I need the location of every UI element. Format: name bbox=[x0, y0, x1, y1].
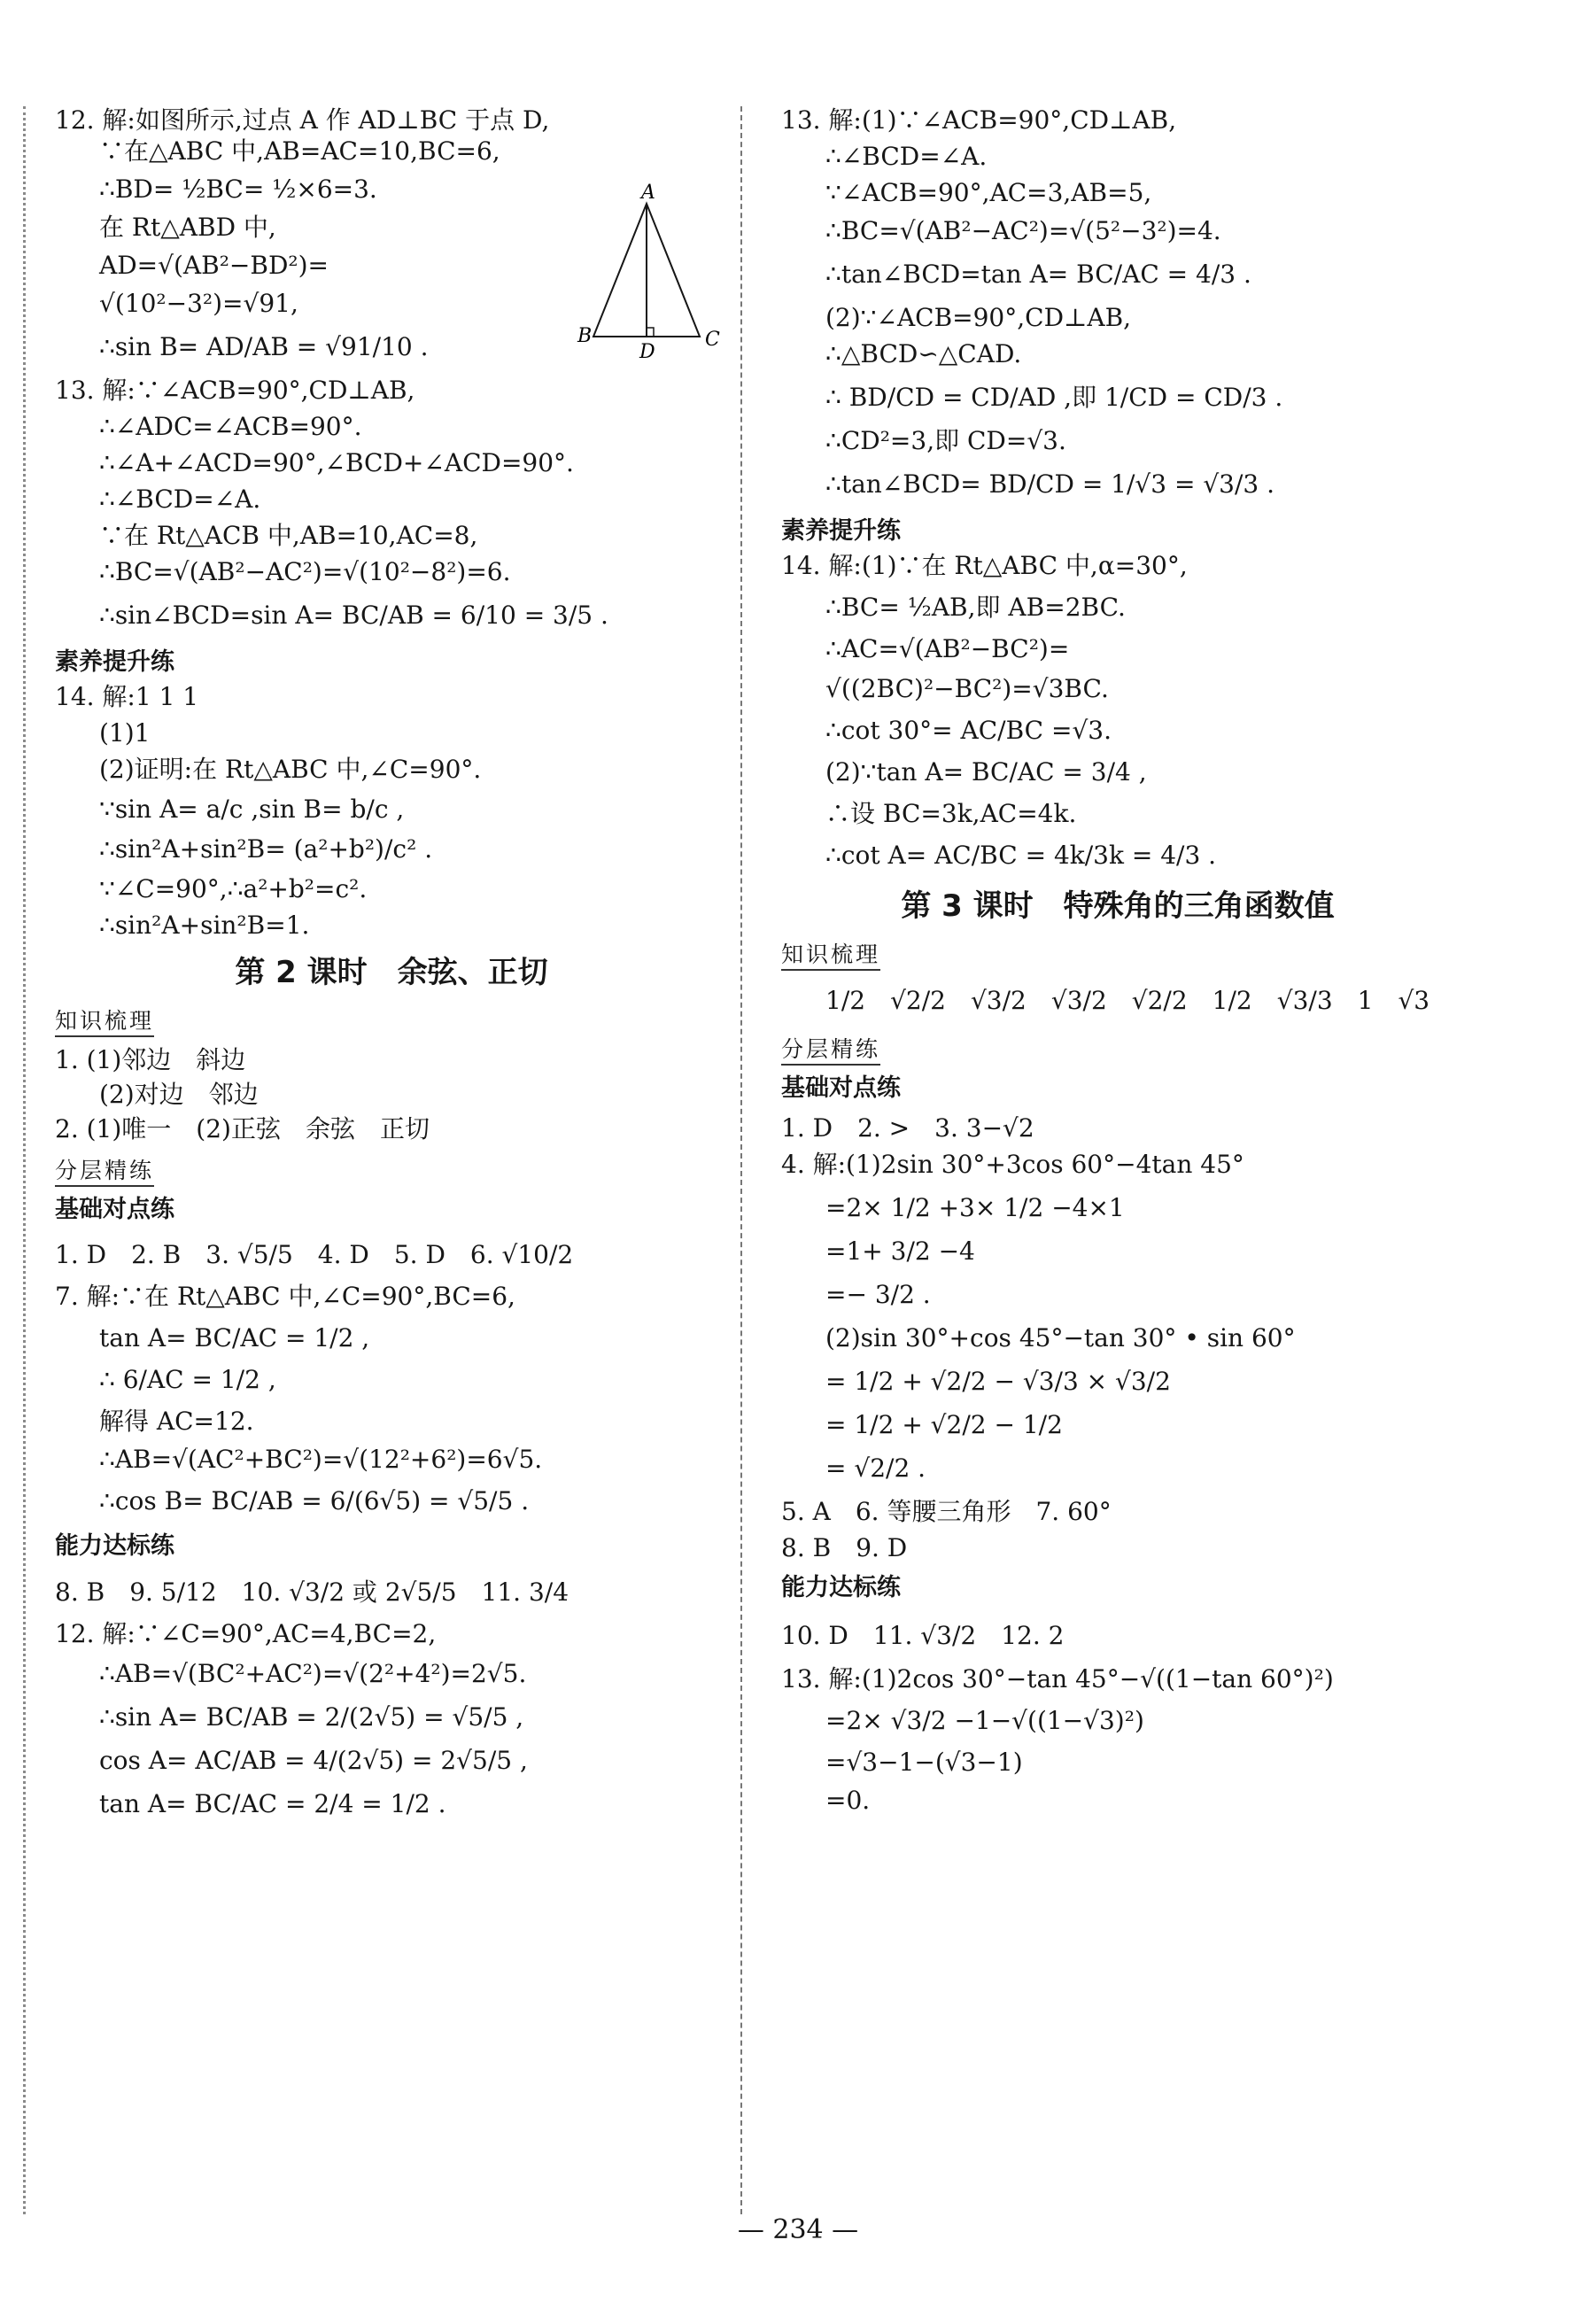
r-jichu-answers: 1. D 2. > 3. 3−√2 bbox=[781, 1113, 1034, 1143]
q7-line: ∴ 6/AC = 1/2 , bbox=[99, 1365, 276, 1395]
q13-line: ∴∠A+∠ACD=90°,∠BCD+∠ACD=90°. bbox=[99, 448, 574, 477]
r-q4-line: (2)sin 30°+cos 45°−tan 30° • sin 60° bbox=[825, 1323, 1296, 1353]
q12-line: ∴sin B= AD/AB = √91/10 . bbox=[99, 332, 429, 361]
q12b-head: 12. 解:∵∠C=90°,AC=4,BC=2, bbox=[55, 1618, 437, 1648]
r-tag-fenceng: 分层精练 bbox=[781, 1032, 880, 1066]
r-q14-line: ∴cot 30°= AC/BC =√3. bbox=[825, 716, 1112, 746]
q7-line: tan A= BC/AC = 1/2 , bbox=[99, 1323, 370, 1353]
q13-head: 13. 解:∵∠ACB=90°,CD⊥AB, bbox=[55, 376, 415, 405]
section-jichu: 基础对点练 bbox=[55, 1196, 174, 1224]
r-q4-line: =2× 1/2 +3× 1/2 −4×1 bbox=[825, 1193, 1125, 1223]
label-a: A bbox=[641, 182, 655, 204]
column-separator bbox=[740, 106, 742, 2214]
zhishi-line: 1. (1)邻边 斜边 bbox=[55, 1045, 246, 1075]
q12-line: ∵在△ABC 中,AB=AC=10,BC=6, bbox=[99, 136, 500, 166]
r-q13-line: (2)∵∠ACB=90°,CD⊥AB, bbox=[825, 303, 1132, 332]
q7-line: ∴AB=√(AC²+BC²)=√(12²+6²)=6√5. bbox=[99, 1445, 543, 1475]
r-q14-head: 14. 解:(1)∵在 Rt△ABC 中,α=30°, bbox=[781, 551, 1188, 581]
r-section-nengli: 能力达标练 bbox=[781, 1574, 901, 1602]
r-q13-line: ∴tan∠BCD= BD/CD = 1/√3 = √3/3 . bbox=[825, 469, 1275, 499]
section-suyang: 素养提升练 bbox=[55, 648, 174, 676]
q14-line: ∴sin²A+sin²B= (a²+b²)/c² . bbox=[99, 834, 433, 864]
r-q4-line: = 1/2 + √2/2 − 1/2 bbox=[825, 1410, 1063, 1440]
q13-line: ∴∠BCD=∠A. bbox=[99, 484, 261, 514]
page-number: — 234 — bbox=[737, 2214, 859, 2245]
q12-line: √(10²−3²)=√91, bbox=[99, 289, 298, 318]
q14-head: 14. 解:1 1 1 bbox=[55, 682, 199, 712]
q12-line: AD=√(AB²−BD²)= bbox=[99, 251, 329, 280]
lesson-2-title: 第 2 课时 余弦、正切 bbox=[235, 955, 548, 991]
q13-line: ∴sin∠BCD=sin A= BC/AB = 6/10 = 3/5 . bbox=[99, 601, 608, 630]
q12b-line: tan A= BC/AC = 2/4 = 1/2 . bbox=[99, 1788, 446, 1818]
q7-line: 解得 AC=12. bbox=[99, 1407, 254, 1437]
left-column bbox=[55, 105, 728, 1832]
section-nengli: 能力达标练 bbox=[55, 1532, 174, 1561]
r-q13-line: ∴ BD/CD = CD/AD ,即 1/CD = CD/3 . bbox=[825, 383, 1283, 412]
r-q13b-line: =√3−1−(√3−1) bbox=[825, 1747, 1023, 1777]
r-q4-line: =1+ 3/2 −4 bbox=[825, 1236, 975, 1267]
q12-line: 在 Rt△ABD 中, bbox=[99, 213, 276, 242]
r-q4-line: =− 3/2 . bbox=[825, 1280, 931, 1310]
r-q13-line: ∴△BCD∽△CAD. bbox=[825, 339, 1022, 368]
r-section-jichu: 基础对点练 bbox=[781, 1074, 901, 1103]
r-q13-line: ∵∠ACB=90°,AC=3,AB=5, bbox=[825, 178, 1152, 207]
r-zhishi-values: 1/2 √2/2 √3/2 √3/2 √2/2 1/2 √3/3 1 √3 bbox=[825, 986, 1430, 1016]
r-q4-line: = 1/2 + √2/2 − √3/3 × √3/2 bbox=[825, 1367, 1171, 1397]
q14-line: ∴sin²A+sin²B=1. bbox=[99, 911, 310, 941]
zhishi-line: (2)对边 邻边 bbox=[99, 1080, 259, 1110]
q12b-line: ∴AB=√(BC²+AC²)=√(2²+4²)=2√5. bbox=[99, 1658, 527, 1688]
r-q14-line: ∴AC=√(AB²−BC²)= bbox=[825, 634, 1070, 664]
jichu-answers: 1. D 2. B 3. √5/5 4. D 5. D 6. √10/2 bbox=[55, 1240, 574, 1270]
r-jichu-answers-3: 8. B 9. D bbox=[781, 1533, 908, 1563]
q14-line: ∵sin A= a/c ,sin B= b/c , bbox=[99, 794, 405, 825]
margin-dotted-line bbox=[23, 106, 26, 2214]
r-q4-head: 4. 解:(1)2sin 30°+3cos 60°−4tan 45° bbox=[781, 1150, 1244, 1180]
isosceles-triangle-figure bbox=[576, 182, 720, 363]
label-c: C bbox=[705, 329, 720, 351]
r-q14-line: ∴cot A= AC/BC = 4k/3k = 4/3 . bbox=[825, 841, 1217, 871]
label-d: D bbox=[639, 341, 655, 363]
q14-line: ∵∠C=90°,∴a²+b²=c². bbox=[99, 874, 368, 904]
r-q14-line: √((2BC)²−BC²)=√3BC. bbox=[825, 674, 1109, 704]
right-angle-mark bbox=[647, 328, 654, 337]
q14-line: (2)证明:在 Rt△ABC 中,∠C=90°. bbox=[99, 755, 482, 785]
r-tag-zhishi: 知识梳理 bbox=[781, 937, 880, 971]
q13-line: ∵在 Rt△ACB 中,AB=10,AC=8, bbox=[99, 521, 478, 550]
right-column bbox=[781, 105, 1454, 1821]
q12b-line: ∴sin A= BC/AB = 2/(2√5) = √5/5 , bbox=[99, 1701, 524, 1732]
q7-head: 7. 解:∵在 Rt△ABC 中,∠C=90°,BC=6, bbox=[55, 1282, 515, 1312]
r-q13-line: ∴BC=√(AB²−AC²)=√(5²−3²)=4. bbox=[825, 216, 1221, 245]
q13-line: ∴∠ADC=∠ACB=90°. bbox=[99, 412, 362, 441]
r-q13b-line: =2× √3/2 −1−√((1−√3)²) bbox=[825, 1705, 1144, 1735]
r-q14-line: ∴设 BC=3k,AC=4k. bbox=[825, 799, 1077, 829]
r-q13b-line: =0. bbox=[825, 1785, 871, 1815]
q14-line: (1)1 bbox=[99, 718, 151, 748]
r-jichu-answers-2: 5. A 6. 等腰三角形 7. 60° bbox=[781, 1497, 1112, 1527]
nengli-answers: 8. B 9. 5/12 10. √3/2 或 2√5/5 11. 3/4 bbox=[55, 1577, 569, 1607]
r-q13-line: ∴∠BCD=∠A. bbox=[825, 142, 988, 171]
tag-fenceng: 分层精练 bbox=[55, 1153, 154, 1187]
r-q14-line: ∴BC= ½AB,即 AB=2BC. bbox=[825, 593, 1126, 623]
r-q13-line: ∴CD²=3,即 CD=√3. bbox=[825, 426, 1066, 455]
q12-head: 12. 解:如图所示,过点 A 作 AD⊥BC 于点 D, bbox=[55, 105, 550, 135]
r-section-suyang: 素养提升练 bbox=[781, 517, 901, 545]
r-q13b-head: 13. 解:(1)2cos 30°−tan 45°−√((1−tan 60°)²) bbox=[781, 1663, 1334, 1694]
q12b-line: cos A= AC/AB = 4/(2√5) = 2√5/5 , bbox=[99, 1745, 528, 1775]
tag-zhishi: 知识梳理 bbox=[55, 1004, 154, 1037]
r-q13-head: 13. 解:(1)∵∠ACB=90°,CD⊥AB, bbox=[781, 105, 1177, 135]
r-q4-line: = √2/2 . bbox=[825, 1453, 926, 1484]
lesson-3-title: 第 3 课时 特殊角的三角函数值 bbox=[901, 888, 1335, 925]
r-q14-line: (2)∵tan A= BC/AC = 3/4 , bbox=[825, 757, 1147, 787]
q13-line: ∴BC=√(AB²−AC²)=√(10²−8²)=6. bbox=[99, 557, 511, 586]
q12-line: ∴BD= ½BC= ½×6=3. bbox=[99, 174, 377, 204]
r-nengli-answers: 10. D 11. √3/2 12. 2 bbox=[781, 1620, 1065, 1650]
label-b: B bbox=[577, 325, 593, 347]
r-q13-line: ∴tan∠BCD=tan A= BC/AC = 4/3 . bbox=[825, 260, 1251, 289]
zhishi-line: 2. (1)唯一 (2)正弦 余弦 正切 bbox=[55, 1114, 430, 1144]
q7-line: ∴cos B= BC/AB = 6/(6√5) = √5/5 . bbox=[99, 1486, 530, 1516]
